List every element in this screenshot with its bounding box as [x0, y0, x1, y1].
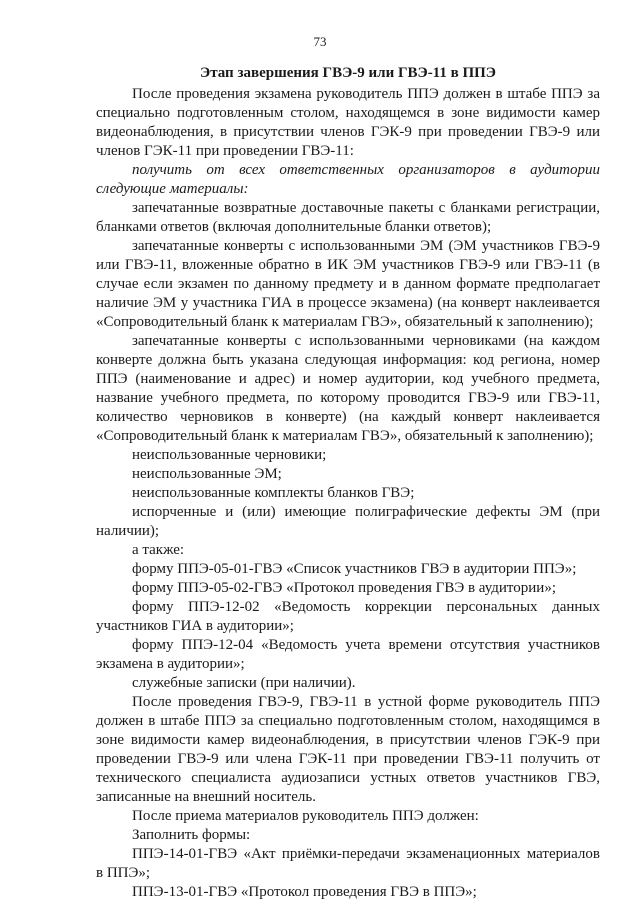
list-item: форму ППЭ-05-01-ГВЭ «Список участников ГВЭ в аудитории ППЭ»; [132, 561, 577, 577]
paragraph-receive-materials: получить от всех ответственных организаторов в аудитории следующие материалы: [96, 162, 600, 197]
document-body [96, 64, 600, 902]
list-item: ППЭ-14-01-ГВЭ «Акт приёмки-передачи экзаменационных материалов в ППЭ»; [96, 846, 600, 881]
paragraph-return-packages: запечатанные возвратные доставочные пакеты с бланками регистрации, бланками ответов (включая дополнительные бланки ответов); [96, 200, 600, 235]
list-item: испорченные и (или) имеющие полиграфические дефекты ЭМ (при наличии); [96, 504, 600, 539]
paragraph-fill-forms: Заполнить формы: [132, 827, 251, 843]
list-item: неиспользованные комплекты бланков ГВЭ; [132, 485, 415, 501]
paragraph-draft-envelopes: запечатанные конверты с использованными черновиками (на каждом конверте должна быть указана следующая информация: код региона, номер ППЭ (наименование и адрес) и номер аудитории, код учебного предмета, название учебного предмета, по которому проводится ГВЭ-9 или ГВЭ-11, количество черновиков в конверте) (на каждый конверт наклеивается «Сопроводительный бланк к материалам ГВЭ», обязательный к заполнению); [96, 333, 600, 444]
paragraph-after-receipt: После приема материалов руководитель ППЭ должен: [132, 808, 479, 824]
list-item: неиспользованные ЭМ; [132, 466, 282, 482]
page-number: 73 [313, 34, 327, 49]
section-title: Этап завершения ГВЭ-9 или ГВЭ-11 в ППЭ [200, 65, 496, 81]
list-item: форму ППЭ-05-02-ГВЭ «Протокол проведения ГВЭ в аудитории»; [132, 580, 556, 596]
list-item: форму ППЭ-12-04 «Ведомость учета времени отсутствия участников экзамена в аудитории»; [96, 637, 600, 672]
list-item: а также: [132, 542, 185, 558]
list-item: служебные записки (при наличии). [132, 675, 356, 691]
paragraph-oral-exam: После проведения ГВЭ-9, ГВЭ-11 в устной форме руководитель ППЭ должен в штабе ППЭ за специально подготовленным столом, находящимся в зоне видимости камер видеонаблюдения, в присутствии членов ГЭК-9 при проведении ГВЭ-9 или члена ГЭК-11 при проведении ГВЭ-11 получить от технического специалиста аудиозаписи устных ответов участников ГВЭ, записанные на внешний носитель. [96, 694, 600, 805]
paragraph-intro: После проведения экзамена руководитель ППЭ должен в штабе ППЭ за специально подготовленным столом, находящемся в зоне видимости камер видеонаблюдения, в присутствии членов ГЭК-9 при проведении ГВЭ-9 или членов ГЭК-11 при проведении ГВЭ-11: [96, 86, 600, 159]
list-item: неиспользованные черновики; [132, 447, 327, 463]
paragraph-used-em-envelopes: запечатанные конверты с использованными ЭМ (ЭМ участников ГВЭ-9 или ГВЭ-11, вложенные обратно в ИК ЭМ участников ГВЭ-9 или ГВЭ-11 (в случае если экзамен по данному предмету и в данном формате предполагает наличие ЭМ у участника ГИА в процессе экзамена) (на конверт наклеивается «Сопроводительный бланк к материалам ГВЭ», обязательный к заполнению); [96, 238, 600, 330]
list-item: ППЭ-13-01-ГВЭ «Протокол проведения ГВЭ в ППЭ»; [132, 884, 477, 900]
list-item: форму ППЭ-12-02 «Ведомость коррекции персональных данных участников ГИА в аудитории»; [96, 599, 600, 634]
